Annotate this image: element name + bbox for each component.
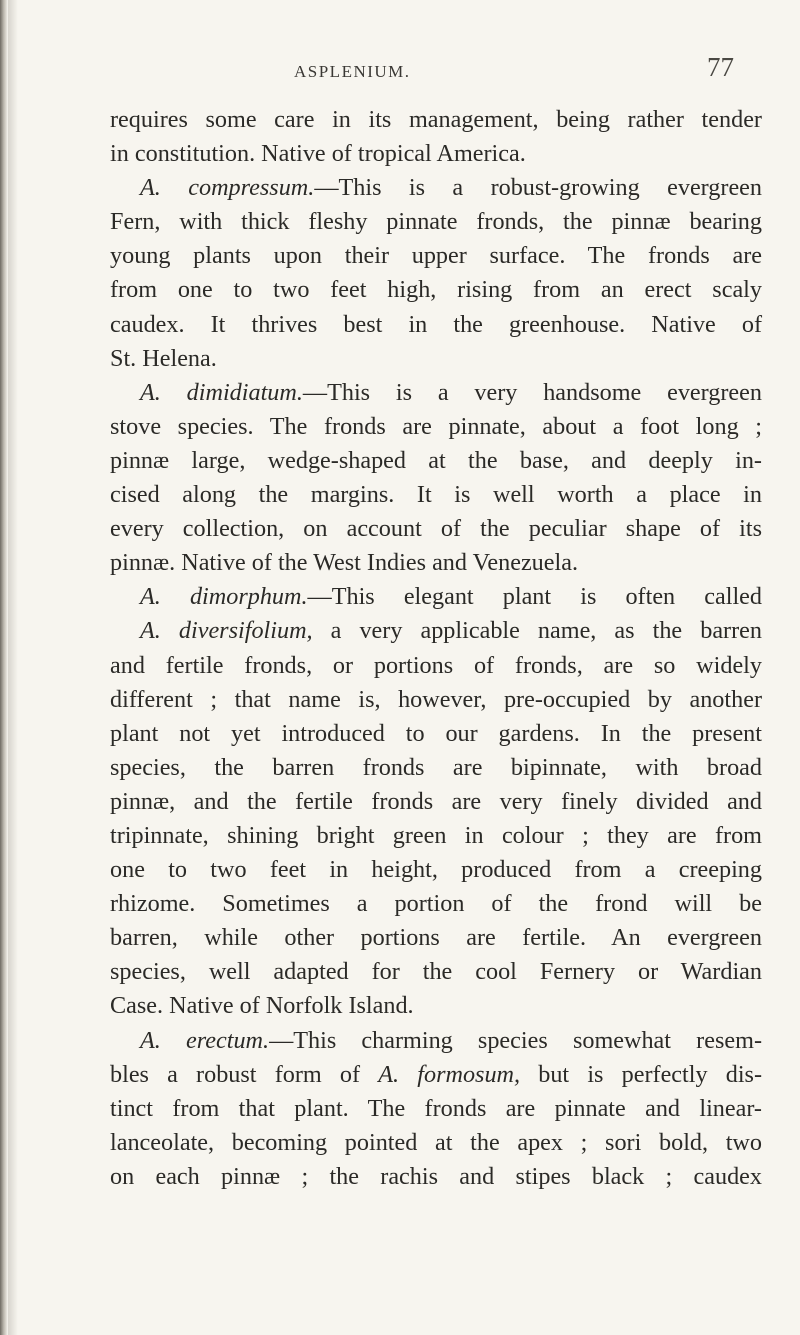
text-line	[110, 1058, 762, 1092]
text-fragment: but is perfectly dis-	[520, 1060, 763, 1088]
text-fragment: —This is a very handsome evergreen	[302, 378, 762, 406]
text-fragment: —This is a robust-growing evergreen	[314, 174, 763, 202]
text-line: barren, while other portions are fertile. An evergreen	[110, 924, 762, 952]
species-name: dimidiatum.	[186, 378, 303, 406]
page-gutter-shade	[8, 0, 18, 1335]
species-name: dimorphum.	[189, 583, 308, 611]
text-line: pinnæ large, wedge-shaped at the base, and deeply in-	[110, 446, 762, 474]
text-line: in constitution. Native of tropical America.	[110, 140, 526, 168]
text-fragment: bles a robust form of	[110, 1060, 361, 1088]
species-name: diversifolium,	[178, 617, 313, 645]
text-line: Fern, with thick fleshy pinnate fronds, the pinnæ bearing	[110, 208, 762, 236]
text-line: St. Helena.	[110, 344, 217, 372]
text-line: on each pinnæ ; the rachis and stipes black ; caudex	[110, 1162, 762, 1190]
text-line: different ; that name is, however, pre-occupied by another	[110, 685, 762, 713]
text-line: cised along the margins. It is well worth a place in	[110, 481, 762, 509]
text-line: tinct from that plant. The fronds are pinnate and linear-	[110, 1094, 762, 1122]
text-line: requires some care in its management, being rather tender	[110, 106, 762, 133]
body-text	[110, 103, 762, 1194]
page-number: 77	[707, 52, 734, 82]
species-name: compressum.	[188, 174, 315, 202]
text-line: rhizome. Sometimes a portion of the frond will be	[110, 890, 762, 918]
text-line: tripinnate, shining bright green in colour ; they are from	[110, 821, 762, 849]
text-fragment: —This elegant plant is often called	[307, 583, 762, 611]
genus-abbrev: A.	[140, 617, 161, 645]
entry-dimorphum	[110, 580, 762, 1023]
text-line: species, the barren fronds are bipinnate, with broad	[110, 753, 762, 781]
genus-abbrev: A.	[140, 174, 161, 202]
text-line	[110, 1024, 762, 1058]
entry-erectum	[110, 1024, 762, 1194]
text-line: every collection, on account of the peculiar shape of its	[110, 515, 762, 543]
species-name: formosum,	[417, 1060, 521, 1088]
text-fragment: —This charming species somewhat resem-	[269, 1026, 762, 1054]
genus-abbrev: A.	[140, 378, 161, 406]
text-line	[110, 171, 762, 205]
text-line: plant not yet introduced to our gardens. In the present	[110, 719, 762, 747]
text-line	[110, 614, 762, 648]
entry-compressum	[110, 171, 762, 376]
text-line: caudex. It thrives best in the greenhouse. Native of	[110, 310, 762, 338]
text-line: young plants upon their upper surface. The fronds are	[110, 242, 762, 270]
text-line: and fertile fronds, or portions of fronds, are so widely	[110, 651, 762, 679]
species-name: erectum.	[186, 1026, 270, 1054]
genus-abbrev: A.	[140, 1026, 161, 1054]
text-line: from one to two feet high, rising from an erect scaly	[110, 276, 762, 304]
text-line: Case. Native of Norfolk Island.	[110, 992, 414, 1020]
paragraph-continued	[110, 103, 762, 171]
text-line	[110, 580, 762, 614]
text-line: stove species. The fronds are pinnate, about a foot long ;	[110, 412, 762, 440]
text-line: species, well adapted for the cool Fernery or Wardian	[110, 958, 762, 986]
genus-abbrev: A.	[140, 583, 161, 611]
text-line: pinnæ, and the fertile fronds are very finely divided and	[110, 787, 762, 815]
entry-dimidiatum	[110, 376, 762, 581]
running-header	[0, 52, 800, 90]
text-fragment: a very applicable name, as the barren	[312, 617, 762, 645]
text-line: one to two feet in height, produced from a creeping	[110, 856, 762, 884]
page-binding-shadow	[0, 0, 8, 1335]
text-line	[110, 376, 762, 410]
text-line: lanceolate, becoming pointed at the apex ; sori bold, two	[110, 1128, 762, 1156]
text-line: pinnæ. Native of the West Indies and Venezuela.	[110, 549, 579, 577]
running-title: ASPLENIUM.	[294, 62, 411, 81]
genus-abbrev: A.	[378, 1060, 400, 1088]
